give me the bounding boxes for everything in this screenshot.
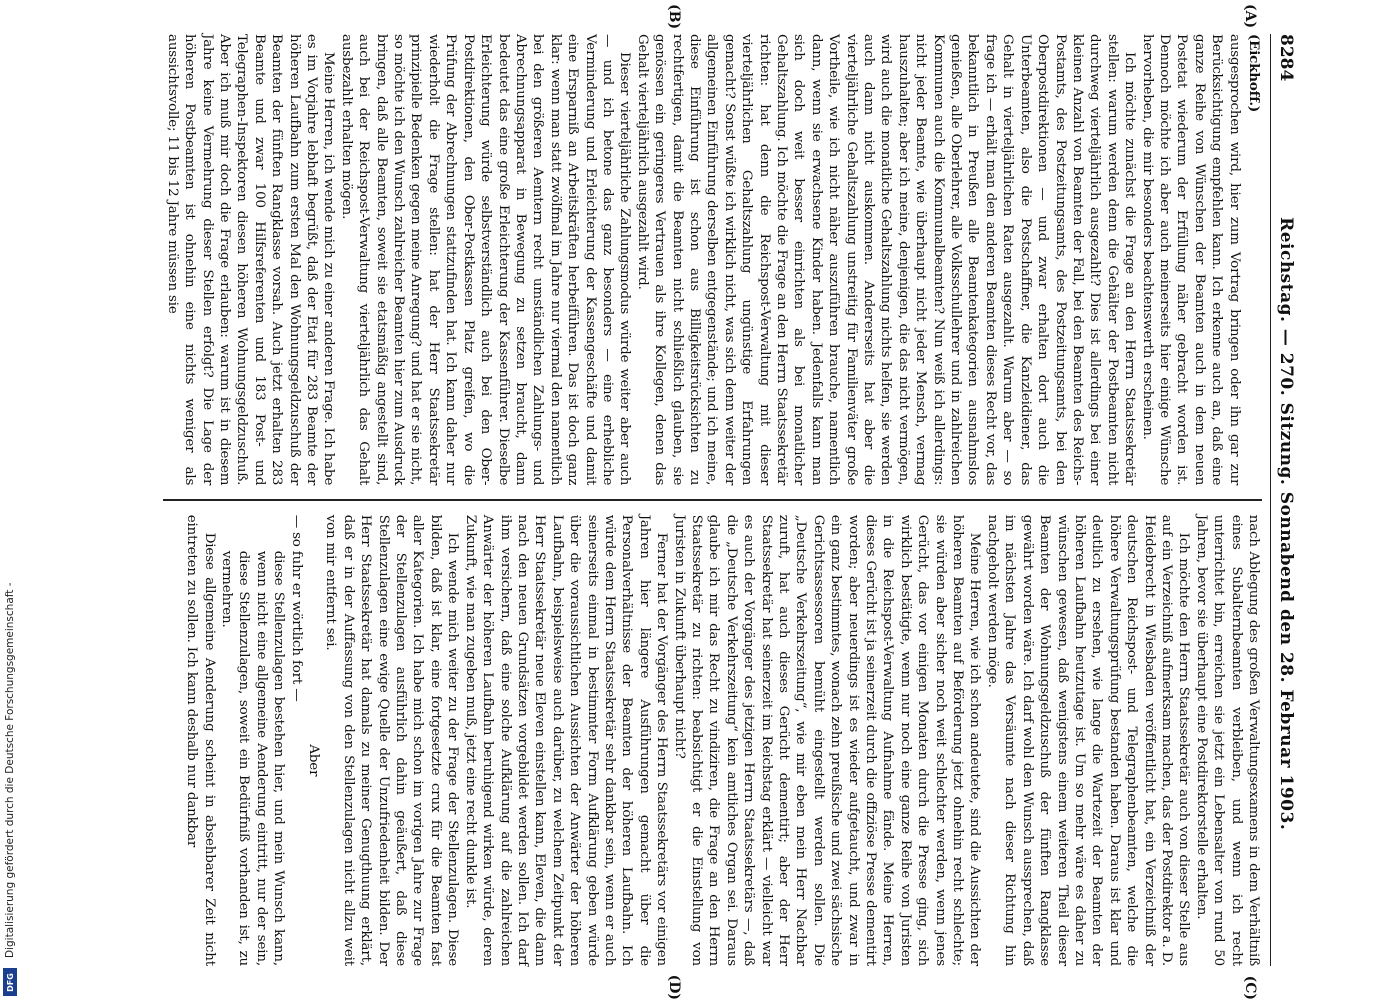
page-number: 8284: [1276, 34, 1296, 82]
paragraph: Meine Herren, ich wende mich zu einer anderen Frage. Ich habe es im Vorjahre lebhaft begrüßt, daß der Etat für 283 Beamte der höheren Laufbahn zum ersten Mal den Wohnungsgeldzuschuß der Beamten der fünften Rangklasse vorsah. Auch jetzt erhalten 283 Beamte und zwar 100 Hilfsreferenten und 183 Post- und Telegraphen-Inspektoren diesen höheren Wohnungsgeldzuschuß. Aber ich muß mir doch die Frage erlauben: warum ist in diesem Jahre keine Vermehrung dieser Stellen erfolgt? Die Lage der höheren Postbeamten ist ohnehin eine nichts weniger als aussichtsvolle; 11 bis 12 Jahre müssen sie: [164, 34, 337, 486]
left-column: [163, 34, 1262, 485]
rotated-page: [88, 0, 1318, 1000]
digitization-credit: [4, 0, 22, 1000]
digitization-credit-text: Digitalisierung gefördert durch die Deutsche Forschungsgemeinschaft -: [4, 582, 16, 958]
paragraph: Dieser vierteljährliche Zahlungsmodus würde weiter aber auch — und ich betone das ganz besonders — eine erhebliche Verminderung und Erleichterung der Kassengeschäfte und damit eine Ersparniß an Arbeitskräften herbeiführen. Das ist doch ganz klar: wenn man statt zwölfmal im Jahre nur viermal den namentlich bei den größeren Aemtern recht umständlichen Zahlungs- und Abrechnungsapparat in Bewegung zu setzen braucht, dann bedeutet das eine große Erleichterung der Kassenführer. Dieselbe Erleichterung würde selbstverständlich auch bei den Ober-Postdirektionen, den Ober-Postkassen Platz greifen, wo die Prüfung der Abrechnungen stattzufinden hat. Ich kann daher nur wiederholt die Frage stellen: hat der Herr Staatssekretär prinzipielle Bedenken gegen meine Anregung? und hat er sie nicht, so möchte ich den Wunsch zahlreicher Beamten hier zum Ausdruck bringen, daß alle Beamten, soweit sie etatsmäßig angestellt sind, auch bei der Reichspost-Verwaltung vierteljährlich das Gehalt ausbezahlt erhalten mögen.: [338, 34, 633, 486]
quote-intro: — so fuhr er wörtlich fort —: [288, 514, 304, 702]
center-line: Aber: [306, 744, 322, 777]
page-header: [1270, 34, 1296, 966]
speaker-name: (Eickhoff.): [1246, 34, 1262, 113]
margin-marker-c: (C): [1242, 975, 1258, 1000]
column-divider: [163, 499, 1262, 500]
paragraph: Ich möchte den Herrn Staatssekretär auch von dieser Stelle aus auf ein Verzeichniß aufmerksam machen, das der Postdirektor a. D. Heidebrecht in Wiesbaden veröffentlicht hat, ein Verzeichniß der deutschen Reichspost- und Telegraphenbeamten, welche die höhere Verwaltungsprüfung bestanden haben. Daraus ist klar und deutlich zu ersehen, wie lange die Wartezeit der Beamten der höheren Laufbahn heutzutage ist. Um so mehr wäre es daher zu wünschen gewesen, daß wenigstens einem weiteren Theil dieser Beamten der Wohnungsgeldzuschuß der fünften Rangklasse gewährt worden wäre. Ich darf wohl den Wunsch aussprechen, daß im nächsten Jahre das Versäumte nach dieser Richtung hin nachgeholt werden möge.: [984, 514, 1192, 966]
dfg-logo-text: DFG: [5, 972, 15, 992]
paragraph: Ferner hat der Vorgänger des Herrn Staatssekretärs vor einigen Jahren hier längere Ausführungen gemacht über die Personalverhältnisse der Beamten der höheren Laufbahn. Ich würde dem Herrn Staatssekretär sehr dankbar sein, wenn er auch seinerseits einmal in bestimmter Form Aufklärung geben würde über die voraussichtlichen Aussichten der Anwärter der höheren Laufbahn, beispielsweise auch darüber, zu welchem Zeitpunkt der Herr Staatssekretär neue Eleven einstellen kann, Eleven, die dann nach den neuen Grundsätzen vorgebildet werden sollen. Ich darf ihm versichern, daß eine solche Aufklärung auf die zahlreichen Anwärter der höheren Laufbahn beruhigend wirken würde, deren Zukunft, wie man zugeben muß, jetzt eine recht dunkle ist.: [462, 514, 670, 966]
paragraph: Ich wende mich weiter zu der Frage der Stellenzulagen. Diese bilden, daß ist klar, eine fortgesetzte crux für die Beamten fast aller Kategorien. Ich habe mich schon im vorigen Jahre zur Frage der Stellenzulagen ausführlich dahin geäußert, daß diese Stellenzulagen eine ewige Quelle der Unzufriedenheit bilden. Der Herr Staatssekretär hat damals zu meiner Genugthuung erklärt, daß er in der Auffassung von den Stellenzulagen nicht allzu weit von mir entfernt sei.: [323, 514, 461, 966]
paragraph: nach Ablegung des großen Verwaltungsexamens in dem Verhältniß eines Subalternbeamten verbleiben, und wenn ich recht unterrichtet bin, erreichen sie jetzt ein Lebensalter von rund 50 Jahren, bevor sie überhaupt eine Postdirektorstelle erhalten.: [1193, 514, 1261, 966]
margin-marker-a: (A): [1242, 4, 1258, 29]
margin-marker-d: (D): [666, 974, 682, 1000]
text-columns: [163, 4, 1262, 1000]
paragraph: Ich möchte zunächst die Frage an den Herrn Staatssekretär stellen: warum werden denn die Gehälter der Postbeamten nicht durchweg vierteljährlich ausgezahlt? Dies ist allerdings bei einer kleinen Anzahl von Beamten der Fall, bei den Beamten des Reichs-Postamts, des Postzeitungsamts, des Postzeitungsamts, bei den Oberpostdirektionen — und zwar erhalten dort auch die Unterbeamten, also die Postschaffner, die Kanzleidiener, das Gehalt in vierteljährlichen Raten ausgezahlt. Warum aber — so frage ich — erhält man den anderen Beamten dieses Recht vor, das bekanntlich in Preußen alle Beamtenkategorien ausnahmslos genießen, alle Oberlehrer, alle Volksschullehrer und in zahlreichen Kommunen auch die Kommunalbeamten? Nun weiß ich allerdings: nicht jeder Beamte, wie überhaupt nicht jeder Mensch, vermag hauszuhalten; aber ich meine, denjenigen, die das nicht vermögen, wird auch die monatliche Gehaltszahlung nichts helfen, sie werden auch dann nicht auskommen. Andererseits hat aber die vierteljährliche Gehaltszahlung unstreitig für Familienväter große Vortheile, wie ich nicht näher auszuführen brauche, namentlich dann, wenn sie erwachsene Kinder haben. Jedenfalls kann man sich doch weit besser einrichten als bei monatlicher Gehaltszahlung. Ich möchte die Frage an den Herrn Staatssekretär richten: hat denn die Reichspost-Verwaltung mit dieser vierteljährlichen Gehaltszahlung ungünstige Erfahrungen gemacht? Sonst wüßte ich wirklich nicht, was sich denn weiter der allgemeinen Einführung derselben entgegenstände; und ich meine, diese Einführung ist schon aus Billigkeitsrücksichten zu rechtfertigen, damit die Beamten nicht schließlich glauben, sie genössen ein geringeres Vertrauen als ihre Kollegen, denen das Gehalt vierteljährlich ausgezahlt wird.: [634, 34, 1138, 486]
right-column: [163, 515, 1262, 966]
margin-marker-b: (B): [666, 4, 682, 30]
paragraph: Meine Herren, wie ich schon andeutete, sind die Aussichten der höheren Beamten auf Beförderung jetzt ohnehin recht schlechte; sie würden aber sicher noch weit schlechter werden, wenn jenes Gerücht, das vor einigen Monaten durch die Presse ging, sich wirklich bestätigte, wenn nur noch eine ganze Reihe von Juristen in die Reichspost-Verwaltung Aufnahme fände. Meine Herren, dieses Gerücht ist ja seinerzeit durch die offiziöse Presse dementirt worden; aber neuerdings ist es wieder aufgetaucht, und zwar in ein ganz bestimmtes, wonach zehn preußische und zwei sächsische Gerichtsassessoren bemüht eingestellt werden sollen. Die „Deutsche Verkehrszeitung“, wie mir eben mein Herr Nachbar zuruft, hat auch dieses Gerücht dementirt; aber der Herr Staatssekretär hat seinerzeit im Reichstag erklärt — vielleicht war es auch der Vorgänger des jetzigen Herrn Staatssekretärs —, daß die „Deutsche Verkehrszeitung“ kein amtliches Organ sei. Daraus glaube ich mir das Recht zu vindiziren, die Frage an den Herrn Staatssekretär zu richten: beabsichtigt er die Einstellung von Juristen in Zukunft überhaupt nicht?: [671, 514, 983, 966]
paragraph: Diese allgemeine Aenderung scheint in absehbarer Zeit nicht eintreten zu sollen. Ich kann deshalb nur dankbar: [184, 514, 217, 966]
dfg-logo: [3, 968, 17, 996]
page-title: Reichstag. — 270. Sitzung. Sonnabend den 28. Februar 1903.: [1276, 217, 1296, 831]
block-quote: diese Stellenzulagen bestehen hier, und mein Wunsch kann, wenn nicht eine allgemeine Aenderung eintritt, nur der sein, diese Stellenzulagen, soweit ein Bedürfniß vorhanden ist, zu vermehren.: [219, 550, 287, 966]
paragraph: ausgesprochen wird, hier zum Vortrag bringen oder ihn gar zur Berücksichtigung empfehlen kann. Ich erkenne auch an, daß eine ganze Reihe von Wünschen der Beamten auch in dem neuen Postetat wiederum der Erfüllung näher gebracht worden ist. Dennoch möchte ich aber auch meinerseits hier einige Wünsche hervorheben, die mir besonders beachtenswerth erscheinen.: [1139, 34, 1242, 486]
